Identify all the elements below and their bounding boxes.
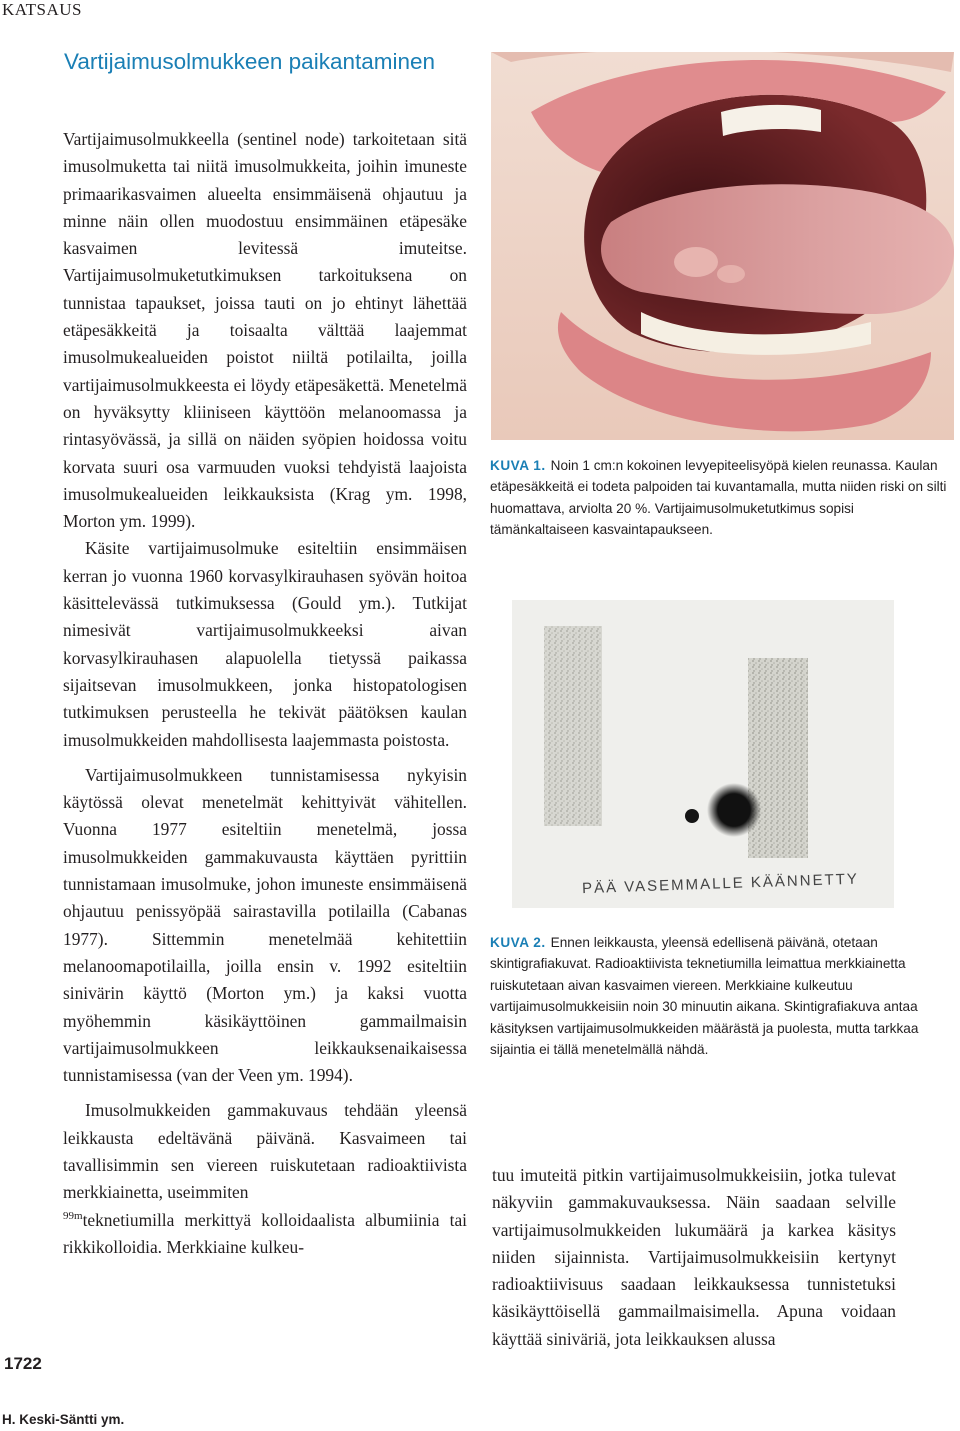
body-paragraph-4 — [63, 1097, 467, 1261]
figure-1-caption — [490, 455, 956, 541]
figure-2-label: KUVA 2. — [490, 935, 546, 950]
body-column-left — [63, 126, 467, 1261]
body-paragraph-4-cont: teknetiumilla merkittyä kolloidaalista albumiinia tai rikkikolloidia. Merkkiaine kulkeu- — [63, 1209, 467, 1257]
body-continuation-right: tuu imuteitä pitkin vartijaimusolmukkeisiin, jotka tulevat näkyviin gammakuvauksessa. Näin saadaan selville vartijaimusolmukkeiden lukumäärä ja karkea käsitys niiden sijainnista. Vartijaimusolmukkeisiin kertynyt radioaktiivisuus saadaan leikkauksessa tunnistetuksi käsikäyttöisellä gammailmaisimella. Apuna voidaan käyttää siniväriä, jota leikkauksen alussa — [492, 1165, 896, 1349]
figure-1-caption-text: Noin 1 cm:n kokoinen levyepiteelisyöpä kielen reunassa. Kaulan etäpesäkkeitä ei todeta palpoiden tai kuvantamalla, mutta niiden riski on silti huomattava, arviolta 20 %. Vartijaimusolmuketutkimus sopisi tämänkaltaiseen kasvaintapaukseen. — [490, 458, 947, 538]
body-paragraph-1: Vartijaimusolmukkeella (sentinel node) tarkoitetaan sitä imusolmuketta tai niitä imusolmukkeita, joihin imuneste primaarikasvaimen alueelta ensimmäisenä ohjautuu ja minne näin ollen muodostuu ensimmäinen etäpesäke kasvaimen levitessä imuteitse. Vartijaimusolmuketutkimuksen tarkoituksena on tunnistaa tapaukset, joissa tauti on jo ehtinyt lähettää etäpesäkkeitä ja toisaalta välttää laajemmat imusolmukealueiden poistot niiltä potilailta, joilla vartijaimusolmukkeesta ei löydy etäpesäkettä. Menetelmä on hyväksytty kliiniseen käyttöön melanoomassa ja rintasyövässä, ja sillä on näiden syöpien hoidossa voitu korvata suuri osa varmuuden vuoksi tehdyistä laajoista imusolmukealueiden leikkauksista (Krag ym. 1998, Morton ym. 1999). — [63, 129, 467, 532]
body-paragraph-4-text: Imusolmukkeiden gammakuvaus tehdään yleensä leikkausta edeltävänä päivänä. Kasvaimeen tai tavallisimmin sen viereen ruiskutetaan radioaktiivista merkkiainetta, useimmiten — [63, 1100, 467, 1203]
page-number: 1722 — [4, 1354, 42, 1373]
article-heading: Vartijaimusolmukkeen paikantaminen — [64, 49, 436, 74]
footer-author: H. Keski-Säntti ym. — [2, 1412, 125, 1427]
tongue-illustration — [491, 52, 954, 440]
figure-2-scintigraphy — [512, 600, 894, 908]
scintigraphy-illustration — [512, 600, 894, 908]
body-paragraph-3: Vartijaimusolmukkeen tunnistamisessa nykyisin käytössä olevat menetelmät kehittyivät vähitellen. Vuonna 1977 esiteltiin menetelmä, jossa imusolmukkeiden gammakuvausta käyttäen pyrittiin tunnistamaan imusolmuke, johon imuneste ensimmäisenä ohjautuu penissyöpää sairastavilla potilailla (Cabanas 1977). Sittemmin menetelmää kehitettiin melanoomapotilailla, joilla ensin v. 1992 esiteltiin sinivärin käyttö (Morton ym.) ja kaksi vuotta myöhemmin käsikäyttöinen gammailmaisin vartijaimusolmukkeen leikkauksenaikaisessa tunnistamisessa (van der Veen ym. 1994). — [63, 764, 467, 1086]
body-paragraph-2: Käsite vartijaimusolmuke esiteltiin ensimmäisen kerran jo vuonna 1960 korvasylkirauhasen syövän hoitoa käsittelevässä tutkimuksessa (Gould ym.). Tutkijat nimesivät vartijaimusolmukkeeksi aivan korvasylkirauhasen alapuolella tietyssä paikassa sijaitsevan imusolmukkeen, jonka histopatologisen tutkimuksen perusteella he tekivät päätöksen kaulan imusolmukkeiden mahdollisesta laajemmasta poistosta. — [63, 538, 467, 750]
isotope-superscript: 99m — [63, 1209, 83, 1222]
figure-2-caption-text: Ennen leikkausta, yleensä edellisenä päivänä, otetaan skintigrafiakuvat. Radioaktiivista teknetiumilla leimattua merkkiainetta ruiskutetaan aivan kasvaimen viereen. Merkkiaine kulkeutuu vartijaimusolmukkeisiin noin 30 minuutin aikana. Skintigrafiakuva antaa käsityksen vartijaimusolmukkeiden määrästä ja puolesta, mutta tarkkaa sijaintia ei tällä menetelmällä nähdä. — [490, 935, 919, 1058]
section-label: KATSAUS — [2, 0, 83, 19]
figure-1-label: KUVA 1. — [490, 458, 546, 473]
figure-1-tongue-photo — [491, 52, 954, 440]
figure-2-caption — [490, 932, 956, 1060]
scintigraphy-handwriting: PÄÄ VASEMMALLE KÄÄNNETTY — [581, 870, 860, 898]
